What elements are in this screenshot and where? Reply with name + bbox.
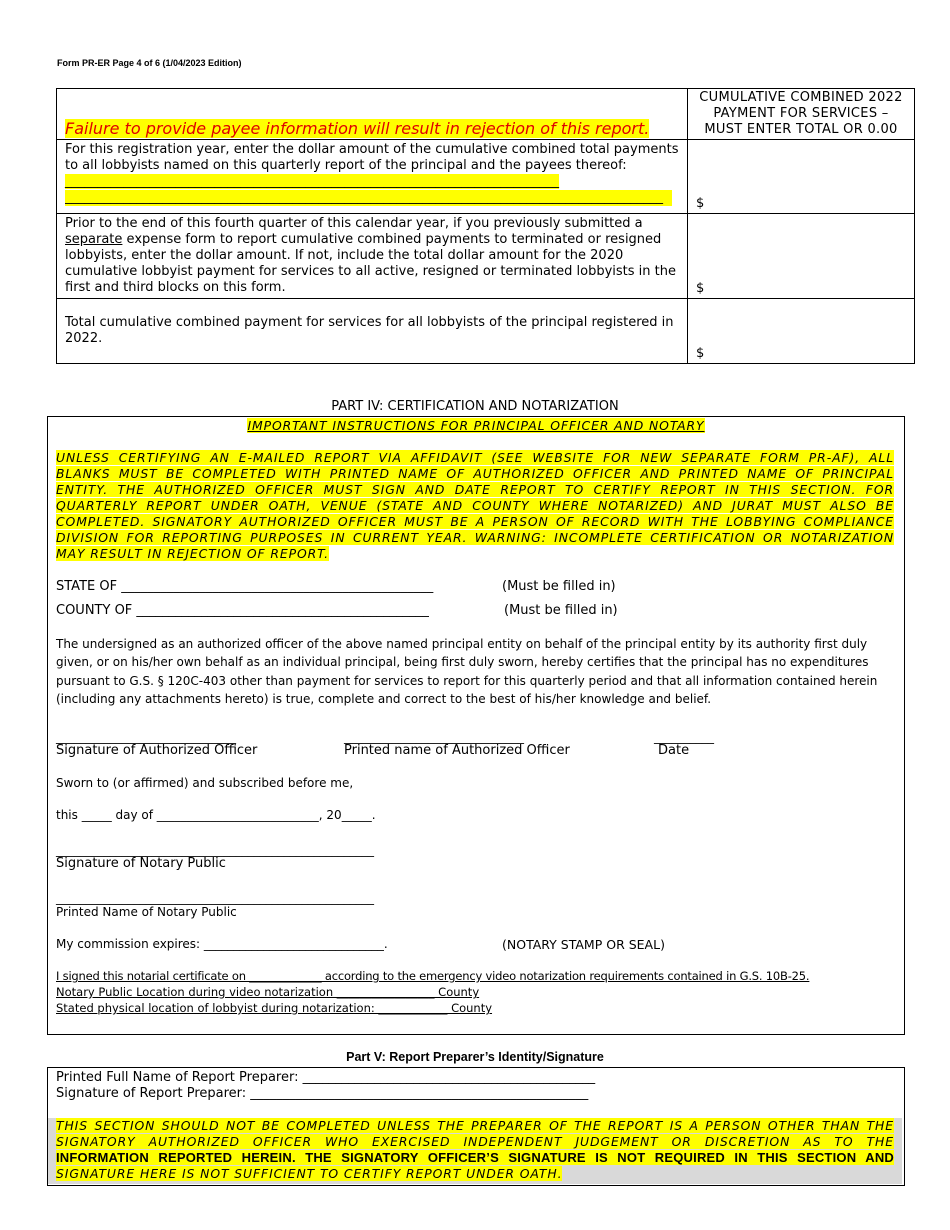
row-1-description bbox=[57, 140, 688, 214]
currency-sign: $ bbox=[696, 196, 705, 211]
instructions-wrap bbox=[56, 450, 894, 562]
warning-cell bbox=[57, 89, 688, 140]
preparer-signature-field[interactable]: Signature of Report Preparer: ____________________________________________________ bbox=[56, 1086, 589, 1101]
officer-printed-line[interactable]: ______________________________ bbox=[344, 730, 524, 744]
lobbyist-location[interactable]: Stated physical location of lobbyist during notarization: ____________ County bbox=[56, 1001, 493, 1015]
preparer-note-italic-2: SIGNATURE HERE IS NOT SUFFICIENT TO CERTIFY REPORT UNDER OATH. bbox=[56, 1166, 563, 1181]
officer-date-label: Date bbox=[658, 743, 690, 758]
video-notary-cert[interactable]: I signed this notarial certificate on _____________ according to the emergency video notarization requirements contained in G.S. 10B-25. bbox=[56, 969, 810, 983]
notary-signature-line[interactable]: _____________________________________________________ bbox=[56, 843, 374, 857]
preparer-note-italic: THIS SECTION SHOULD NOT BE COMPLETED UNLESS THE PREPARER OF THE REPORT IS A PERSON OTHER THAN THE SIGNATORY AUTHORIZED OFFICER WHO EXERCISED INDEPENDENT JUDGEMENT OR DISCRETION AS TO THE bbox=[56, 1118, 894, 1149]
row-2-description bbox=[57, 214, 688, 299]
payee-warning: Failure to provide payee information will result in rejection of this report. bbox=[65, 119, 650, 138]
payments-table bbox=[56, 88, 915, 364]
officer-signature-label: Signature of Authorized Officer bbox=[56, 743, 258, 758]
sworn-text: Sworn to (or affirmed) and subscribed before me, bbox=[56, 776, 354, 790]
notary-stamp-label: (NOTARY STAMP OR SEAL) bbox=[502, 937, 665, 952]
row-1-text: For this registration year, enter the dollar amount of the cumulative combined total payments to all lobbyists named on this quarterly report of the principal and the payees thereof: bbox=[65, 142, 679, 173]
column-header: CUMULATIVE COMBINED 2022 PAYMENT FOR SERVICES – MUST ENTER TOTAL OR 0.00 bbox=[688, 89, 915, 140]
row-3-description bbox=[57, 299, 688, 364]
row-1-blank[interactable]: ____________________________________________________________________________ bbox=[65, 174, 559, 189]
instructions-heading-wrap bbox=[48, 418, 904, 434]
row-1-amount[interactable] bbox=[688, 140, 915, 214]
notary-signature-label: Signature of Notary Public bbox=[56, 856, 226, 871]
part5-title: Part V: Report Preparer’s Identity/Signature bbox=[346, 1050, 604, 1064]
state-must-fill: (Must be filled in) bbox=[502, 579, 616, 594]
form-id: Form PR-ER Page 4 of 6 (1/04/2023 Edition) bbox=[57, 58, 242, 68]
notary-name-line[interactable]: _____________________________________________________ bbox=[56, 891, 374, 905]
preparer-note-bold: INFORMATION REPORTED HEREIN. THE SIGNATORY OFFICER’S SIGNATURE IS NOT REQUIRED IN THIS SECTION AND bbox=[56, 1150, 894, 1165]
officer-printed-label: Printed name of Authorized Officer bbox=[344, 743, 570, 758]
instructions-heading: IMPORTANT INSTRUCTIONS FOR PRINCIPAL OFFICER AND NOTARY bbox=[247, 418, 705, 433]
row-2-underlined: separate bbox=[65, 232, 123, 247]
row-3-amount[interactable] bbox=[688, 299, 915, 364]
currency-sign: $ bbox=[696, 346, 705, 361]
preparer-name-field[interactable]: Printed Full Name of Report Preparer: _____________________________________________ bbox=[56, 1070, 596, 1085]
county-must-fill: (Must be filled in) bbox=[504, 603, 618, 618]
instructions-text: UNLESS CERTIFYING AN E-MAILED REPORT VIA AFFIDAVIT (SEE WEBSITE FOR NEW SEPARATE FORM PR-AF), ALL BLANKS MUST BE COMPLETED WITH PRINTED NAME OF AUTHORIZED OFFICER AND PRINTED NAME OF PRINCIPAL ENTITY. THE AUTHORIZED OFFICER MUST SIGN AND DATE REPORT TO CERTIFY REPORT IN THIS SECTION. FOR QUARTERLY REPORT UNDER OATH, VENUE (STATE AND COUNTY WHERE NOTARIZED) AND JURAT MUST ALSO BE COMPLETED. SIGNATORY AUTHORIZED OFFICER MUST BE A PERSON OF RECORD WITH THE LOBBYING COMPLIANCE DIVISION FOR REPORTING PURPOSES IN CURRENT YEAR. WARNING: INCOMPLETE CERTIFICATION OR NOTARIZATION MAY RESULT IN REJECTION OF REPORT. bbox=[56, 450, 894, 561]
row-3-text: Total cumulative combined payment for services for all lobbyists of the principal registered in 2022. bbox=[65, 315, 674, 346]
state-field[interactable]: STATE OF ________________________________________________ bbox=[56, 579, 434, 594]
officer-date-line[interactable]: __________ bbox=[654, 730, 714, 744]
this-day-field[interactable]: this _____ day of ___________________________, 20_____. bbox=[56, 808, 376, 822]
commission-field[interactable]: My commission expires: ______________________________. bbox=[56, 937, 388, 951]
county-field[interactable]: COUNTY OF _____________________________________________ bbox=[56, 603, 429, 618]
notary-name-label: Printed Name of Notary Public bbox=[56, 905, 237, 919]
row-2-text-after: expense form to report cumulative combined payments to terminated or resigned lobbyists, enter the dollar amount. If not, include the total dollar amount for the 2020 cumulative lobbyist payment for services to all active, resigned or terminated lobbyists in the first and third blocks on this form. bbox=[65, 232, 676, 295]
preparer-note bbox=[48, 1118, 902, 1184]
currency-sign: $ bbox=[696, 281, 705, 296]
row-2-amount[interactable] bbox=[688, 214, 915, 299]
row-1-blank-2[interactable]: ____________________________________________________________________________________________ bbox=[65, 190, 672, 206]
certification-text: The undersigned as an authorized officer of the above named principal entity on behalf of the principal entity by its authority first duly given, or on his/her own behalf as an individual principal, being first duly sworn, hereby certifies that the principal has no expenditures pursuant to G.S. § 120C-403 other than payment for services to report for this quarterly period and that all information contained herein (including any attachments hereto) is true, complete and correct to the best of his/her knowledge and belief. bbox=[56, 637, 878, 707]
part4-title: PART IV: CERTIFICATION AND NOTARIZATION bbox=[331, 399, 619, 414]
video-notary-location[interactable]: Notary Public Location during video notarization _________________ County bbox=[56, 985, 480, 999]
officer-signature-line[interactable]: ______________________________ bbox=[56, 730, 236, 744]
row-2-text-before: Prior to the end of this fourth quarter of this calendar year, if you previously submitted a bbox=[65, 216, 643, 231]
